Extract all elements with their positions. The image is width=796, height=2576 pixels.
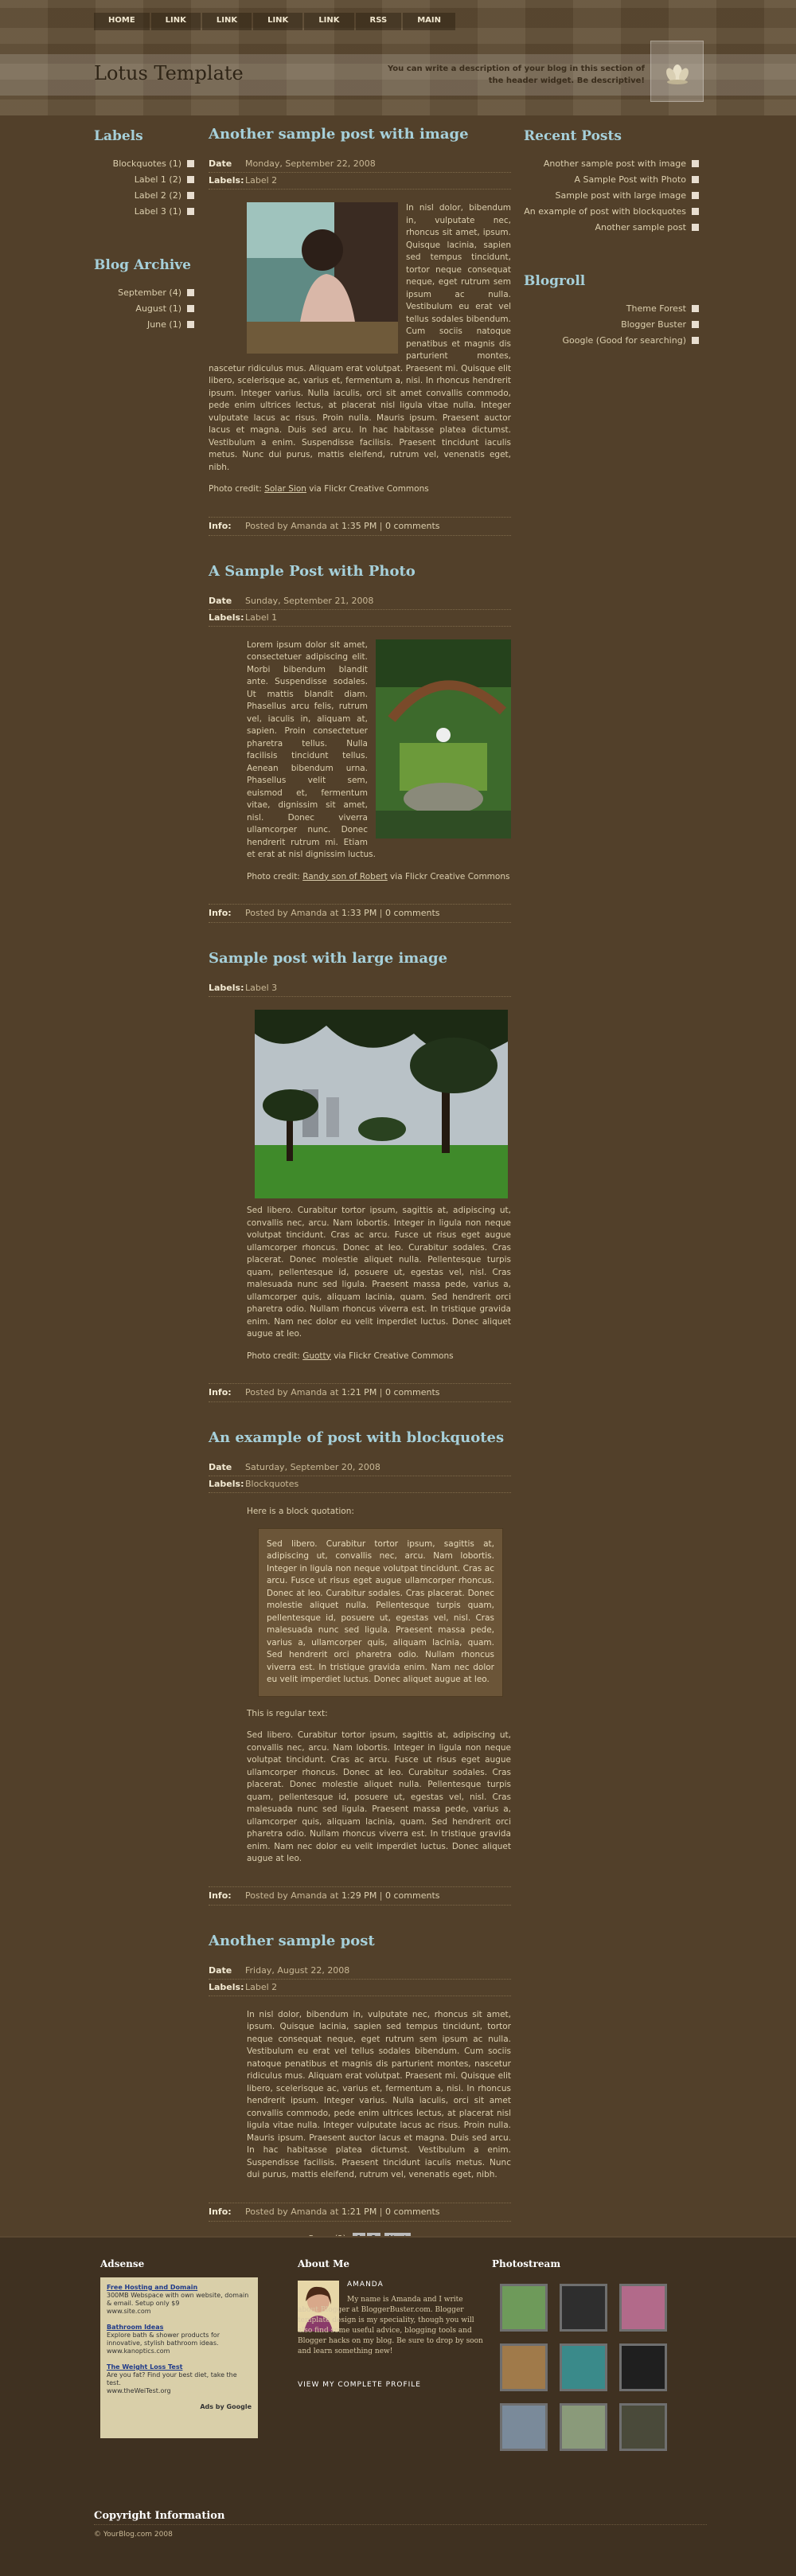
nav-link-4[interactable]: LINK bbox=[304, 13, 353, 30]
photostream-thumb[interactable] bbox=[619, 2343, 667, 2391]
photostream-thumb[interactable] bbox=[619, 2284, 667, 2332]
post-label-link[interactable]: Label 2 bbox=[245, 175, 278, 186]
credit-link[interactable]: Solar Sion bbox=[264, 484, 306, 494]
post-body: In nisl dolor, bibendum in, vulputate nec, rhoncus sit amet, ipsum. Quisque lacinia, sapien sed tempus tincidunt, tortor neque consequat neque, eget rutrum sem ipsum ac nulla. Vestibulum eu erat vel tellus sodales bibendum. Cum sociis natoque penatibus et magnis dis parturient montes, nascetur ridiculus mus. Aliquam erat volutpat. Praesent mi. Quisque elit libero, scelerisque ac, varius et, fermentum a, nisi. In rhoncus hendrerit ipsum. Integer varius. Nulla iaculis, orci sit amet convallis commodo, pede enim ultrices lectus, at placerat nisl ligula vitae nulla. Integer vulputate lacus ac risus. Proin nulla. Mauris ipsum. Praesent auctor lacus et magna. Duis sed arcu. In hac habitasse platea dictumst. Vestibulum a enim. Suspendisse facilisis. Praesent tincidunt iaculis metus. Nunc dui purus, mattis eleifend, rutrum vel, venenatis eget, nibh. Photo credit: Solar Sion via Flickr Creative Commons bbox=[209, 190, 511, 517]
post-footer: Info: Posted by Amanda at 1:35 PM | 0 comments bbox=[209, 517, 511, 536]
lotus-icon bbox=[651, 41, 704, 103]
blogroll-title: Blogroll bbox=[524, 273, 586, 289]
comments-link[interactable]: 0 comments bbox=[385, 908, 440, 918]
post-date: Friday, August 22, 2008 bbox=[245, 1964, 350, 1976]
bullet-icon bbox=[187, 208, 194, 215]
blogroll-item[interactable]: Blogger Buster bbox=[524, 317, 699, 333]
comments-link[interactable]: 0 comments bbox=[385, 520, 440, 531]
top-nav bbox=[94, 13, 457, 30]
archive-item[interactable]: September (4) bbox=[94, 285, 194, 301]
photostream-thumb[interactable] bbox=[500, 2343, 548, 2391]
post-body: In nisl dolor, bibendum in, vulputate nec, rhoncus sit amet, ipsum. Quisque lacinia, sapien sed tempus tincidunt, tortor neque consequat neque, eget rutrum sem ipsum ac nulla. Vestibulum eu erat vel tellus sodales bibendum. Cum sociis natoque penatibus et magnis dis parturient montes, nascetur ridiculus mus. Aliquam erat volutpat. Praesent mi. Quisque elit libero, scelerisque ac, varius et, fermentum a, nisi. In rhoncus hendrerit ipsum. Integer varius. Nulla iaculis, orci sit amet convallis commodo, pede enim ultrices lectus, at placerat nisl ligula vitae nulla. Integer vulputate lacus ac risus. Proin nulla. Mauris ipsum. Praesent auctor lacus et magna. Duis sed arcu. In hac habitasse platea dictumst. Vestibulum a enim. Suspendisse facilisis. Praesent tincidunt iaculis metus. Nunc dui purus, mattis eleifend, rutrum vel, venenatis eget, nibh. bbox=[247, 2009, 511, 2179]
post-label-link[interactable]: Blockquotes bbox=[245, 1479, 299, 1489]
left-sidebar bbox=[94, 127, 194, 369]
footer bbox=[0, 2236, 796, 2576]
post bbox=[209, 1429, 511, 1906]
bullet-icon bbox=[187, 160, 194, 167]
ad-link[interactable]: Bathroom Ideas bbox=[107, 2324, 164, 2331]
about-title: About Me bbox=[298, 2258, 350, 2269]
photostream-thumb[interactable] bbox=[500, 2284, 548, 2332]
post-footer: Info: Posted by Amanda at 1:21 PM | 0 comments bbox=[209, 2203, 511, 2222]
photo-credit: Photo credit: Randy son of Robert via Flickr Creative Commons bbox=[247, 871, 510, 881]
post-date-row: Date Saturday, September 20, 2008 bbox=[209, 1460, 511, 1476]
ad-link[interactable]: Free Hosting and Domain bbox=[107, 2284, 198, 2291]
photostream-thumb[interactable] bbox=[619, 2403, 667, 2451]
blog-title[interactable]: Lotus Template bbox=[94, 62, 244, 84]
blockquote: Sed libero. Curabitur tortor ipsum, sagittis at, adipiscing ut, convallis nec, arcu. Nam lobortis. Integer in ligula non neque volutpat tincidunt. Cras ac arcu. Fusce ut risus eget augue ullamcorper rhoncus. Donec at leo. Curabitur sodales. Cras placerat. Donec molestie aliquet nulla. Pellentesque turpis quam, pellentesque id, posuere ut, egestas vel, nisl. Cras malesuada nunc sed ligula. Praesent massa pede, varius a, ullamcorper quis, aliquam lacinia, quam. Sed hendrerit orci pharetra odio. Nullam rhoncus viverra est. In tristique gravida enim. Nam nec dolor eu velit imperdiet luctus. Donec aliquet augue at leo. bbox=[258, 1528, 503, 1697]
photostream-thumb[interactable] bbox=[500, 2403, 548, 2451]
recent-post-item[interactable]: Sample post with large image bbox=[524, 188, 699, 204]
label-item[interactable]: Blockquotes (1) bbox=[94, 156, 194, 172]
post-labels-row: Labels: Label 2 bbox=[209, 173, 511, 190]
photo-credit: Photo credit: Solar Sion via Flickr Creative Commons bbox=[209, 484, 429, 494]
post-time-link[interactable]: 1:35 PM bbox=[341, 520, 377, 531]
post-time-link[interactable]: 1:21 PM bbox=[341, 1387, 377, 1397]
nav-link-3[interactable]: LINK bbox=[253, 13, 302, 30]
bullet-icon bbox=[692, 192, 699, 199]
post-label-link[interactable]: Label 1 bbox=[245, 612, 278, 623]
label-item[interactable]: Label 2 (2) bbox=[94, 188, 194, 204]
bullet-icon bbox=[187, 289, 194, 296]
recent-post-item[interactable]: Another sample post with image bbox=[524, 156, 699, 172]
photostream-title: Photostream bbox=[492, 2258, 561, 2269]
archive-list bbox=[94, 285, 194, 333]
post-footer: Info: Posted by Amanda at 1:21 PM | 0 comments bbox=[209, 1383, 511, 1402]
post-body: Sed libero. Curabitur tortor ipsum, sagittis at, adipiscing ut, convallis nec, arcu. Nam lobortis. Integer in ligula non neque volutpat tincidunt. Cras ac arcu. Fusce ut risus eget augue ullamcorper rhoncus. Donec at leo. Curabitur sodales. Cras placerat. Donec molestie aliquet nulla. Pellentesque turpis quam, pellentesque id, posuere ut, egestas vel, nisl. Cras malesuada nunc sed ligula. Praesent massa pede, varius a, ullamcorper quis, aliquam lacinia, quam. Sed hendrerit orci pharetra odio. Nullam rhoncus viverra est. In tristique gravida enim. Nam nec dolor eu velit imperdiet luctus. Donec aliquet augue at leo. Photo credit: Guotty via Flickr Creative Commons bbox=[209, 997, 511, 1383]
credit-link[interactable]: Guotty bbox=[302, 1351, 331, 1361]
post-title[interactable]: Another sample post bbox=[209, 1932, 375, 1949]
post-footer: Info: Posted by Amanda at 1:29 PM | 0 comments bbox=[209, 1886, 511, 1906]
copyright-text: © YourBlog.com 2008 bbox=[94, 2531, 173, 2539]
post-time-link[interactable]: 1:21 PM bbox=[341, 2206, 377, 2217]
recent-post-item[interactable]: An example of post with blockquotes bbox=[524, 204, 699, 220]
comments-link[interactable]: 0 comments bbox=[385, 2206, 440, 2217]
header bbox=[0, 0, 796, 115]
labels-title: Labels bbox=[94, 128, 143, 144]
bullet-icon bbox=[187, 321, 194, 328]
post-title[interactable]: Sample post with large image bbox=[209, 950, 448, 967]
post-photo[interactable] bbox=[247, 202, 398, 354]
bullet-icon bbox=[692, 305, 699, 312]
credit-link[interactable]: Randy son of Robert bbox=[302, 871, 388, 881]
adsense-title: Adsense bbox=[100, 2258, 145, 2269]
post bbox=[209, 1933, 511, 2222]
post-labels-row: Labels: Label 3 bbox=[209, 980, 511, 997]
bullet-icon bbox=[187, 176, 194, 183]
view-profile-link[interactable]: VIEW MY COMPLETE PROFILE bbox=[298, 2381, 421, 2389]
bullet-icon bbox=[692, 176, 699, 183]
post-title[interactable]: An example of post with blockquotes bbox=[209, 1429, 505, 1446]
nav-rss[interactable]: RSS bbox=[356, 13, 402, 30]
blogroll-item[interactable]: Theme Forest bbox=[524, 301, 699, 317]
recent-post-item[interactable]: A Sample Post with Photo bbox=[524, 172, 699, 188]
post-title[interactable]: A Sample Post with Photo bbox=[209, 562, 416, 580]
bullet-icon bbox=[692, 337, 699, 344]
post-date-row: Date Sunday, September 21, 2008 bbox=[209, 593, 511, 610]
bullet-icon bbox=[187, 305, 194, 312]
post-date: Sunday, September 21, 2008 bbox=[245, 595, 374, 606]
copyright-title: Copyright Information bbox=[94, 2510, 225, 2522]
nav-link-2[interactable]: LINK bbox=[202, 13, 252, 30]
about-name: AMANDA bbox=[347, 2281, 384, 2289]
post-label-link[interactable]: Label 3 bbox=[245, 983, 278, 993]
post-date-row: Date Friday, August 22, 2008 bbox=[209, 1963, 511, 1980]
post-title[interactable]: Another sample post with image bbox=[209, 126, 469, 143]
footer-divider bbox=[94, 2524, 707, 2525]
photostream-thumb[interactable] bbox=[560, 2343, 607, 2391]
main-column bbox=[209, 126, 511, 2261]
comments-link[interactable]: 0 comments bbox=[385, 1890, 440, 1901]
post-footer: Info: Posted by Amanda at 1:33 PM | 0 comments bbox=[209, 904, 511, 923]
post-label-link[interactable]: Label 2 bbox=[245, 1981, 278, 1992]
post-body: Here is a block quotation: Sed libero. Curabitur tortor ipsum, sagittis at, adipiscing ut, convallis nec, arcu. Nam lobortis. Integer in ligula non neque volutpat tincidunt. Cras ac arcu. Fusce ut risus eget augue ullamcorper rhoncus. Donec at leo. Curabitur sodales. Cras placerat. Donec molestie aliquet nulla. Pellentesque turpis quam, pellentesque id, posuere ut, egestas vel, nisl. Cras malesuada nunc sed ligula. Praesent massa pede, varius a, ullamcorper quis, aliquam lacinia, quam. Sed hendrerit orci pharetra odio. Nullam rhoncus viverra est. In tristique gravida enim. Nam nec dolor eu velit imperdiet luctus. Donec aliquet augue at leo. This is regular text: Sed libero. Curabitur tortor ipsum, sagittis at, adipiscing ut, convallis nec, arcu. Nam lobortis. Integer in ligula non neque volutpat tincidunt. Cras ac arcu. Fusce ut risus eget augue ullamcorper rhoncus. Donec at leo. Curabitur sodales. Cras placerat. Donec molestie aliquet nulla. Pellentesque turpis quam, pellentesque id, posuere ut, egestas vel, nisl. Cras malesuada nunc sed ligula. Praesent massa pede, varius a, ullamcorper quis, aliquam lacinia, quam. Sed hendrerit orci pharetra odio. Nullam rhoncus viverra est. In tristique gravida enim. Nam nec dolor eu velit imperdiet luctus. Donec aliquet augue at leo. bbox=[247, 1507, 511, 1863]
bullet-icon bbox=[692, 224, 699, 231]
archive-title: Blog Archive bbox=[94, 257, 191, 273]
post-labels-row: Labels: Blockquotes bbox=[209, 1476, 511, 1493]
nav-home[interactable]: HOME bbox=[94, 13, 150, 30]
post-date-row: Date Monday, September 22, 2008 bbox=[209, 156, 511, 173]
archive-item[interactable]: August (1) bbox=[94, 301, 194, 317]
photo-credit: Photo credit: Guotty via Flickr Creative Commons bbox=[247, 1351, 454, 1361]
ads-by-google[interactable]: Ads by Google bbox=[200, 2403, 252, 2410]
bullet-icon bbox=[692, 321, 699, 328]
post-date: Monday, September 22, 2008 bbox=[245, 158, 376, 169]
nav-main[interactable]: MAIN bbox=[403, 13, 455, 30]
recent-posts-title: Recent Posts bbox=[524, 128, 622, 144]
bullet-icon bbox=[692, 160, 699, 167]
labels-list bbox=[94, 156, 194, 220]
comments-link[interactable]: 0 comments bbox=[385, 1387, 440, 1397]
photostream-thumb[interactable] bbox=[560, 2403, 607, 2451]
post-labels-row: Labels: Label 1 bbox=[209, 610, 511, 627]
post bbox=[209, 126, 511, 536]
archive-item[interactable]: June (1) bbox=[94, 317, 194, 333]
post-body: Lorem ipsum dolor sit amet, consectetuer adipiscing elit. Morbi bibendum blandit ante. Suspendisse sodales. Ut mattis blandit diam. Phasellus arcu felis, rutrum vel, iaculis in, aliquam at, sapien. Proin consectetuer pharetra tellus. Nulla facilisis tincidunt tellus. Aenean bibendum urna. Phasellus velit sem, euismod et, fermentum vitae, dignissim sit amet, nisl. Donec viverra ullamcorper nunc. Donec hendrerit rutrum mi. Etiam et erat at nisl dignissim luctus. Photo credit: Randy son of Robert via Flickr Creative Commons bbox=[209, 627, 511, 905]
photostream-thumb[interactable] bbox=[560, 2284, 607, 2332]
blog-description: You can write a description of your blog in this section of the header widget. Be descriptive! bbox=[387, 64, 645, 85]
blogroll-item[interactable]: Google (Good for searching) bbox=[524, 333, 699, 349]
post-time-link[interactable]: 1:33 PM bbox=[341, 908, 377, 918]
ad-link[interactable]: The Weight Loss Test bbox=[107, 2363, 183, 2371]
bullet-icon bbox=[692, 208, 699, 215]
recent-post-item[interactable]: Another sample post bbox=[524, 220, 699, 236]
lotus-logo bbox=[650, 41, 704, 102]
about-text: My name is Amanda and I write about Blogger at BloggerBuster.com. Blogger template design is my speciality, though you will also find some useful advice, blogging tools and Blogger hacks on my blog. Be sure to drop by soon and learn something new! bbox=[298, 2296, 483, 2355]
label-item[interactable]: Label 3 (1) bbox=[94, 204, 194, 220]
bullet-icon bbox=[187, 192, 194, 199]
post-time-link[interactable]: 1:29 PM bbox=[341, 1890, 377, 1901]
right-sidebar bbox=[524, 127, 699, 385]
ad-box: Free Hosting and Domain 300MB Webspace with own website, domain & email. Setup only $9 www.site.com Bathroom Ideas Explore bath & shower products for innovative, stylish bathroom ideas. www.kanoptics.com The Weight Loss Test Are you fat? Find your best diet, take the test. www.theWeiTest.org Ads by Google bbox=[100, 2277, 258, 2438]
post-photo[interactable] bbox=[376, 639, 511, 838]
post-date: Saturday, September 20, 2008 bbox=[245, 1462, 380, 1472]
post-labels-row: Labels: Label 2 bbox=[209, 1980, 511, 1996]
blogroll-list bbox=[524, 301, 699, 349]
recent-posts-list bbox=[524, 156, 699, 236]
post-photo[interactable] bbox=[255, 1010, 508, 1198]
post bbox=[209, 563, 511, 924]
post bbox=[209, 950, 511, 1402]
nav-link-1[interactable]: LINK bbox=[151, 13, 201, 30]
label-item[interactable]: Label 1 (2) bbox=[94, 172, 194, 188]
